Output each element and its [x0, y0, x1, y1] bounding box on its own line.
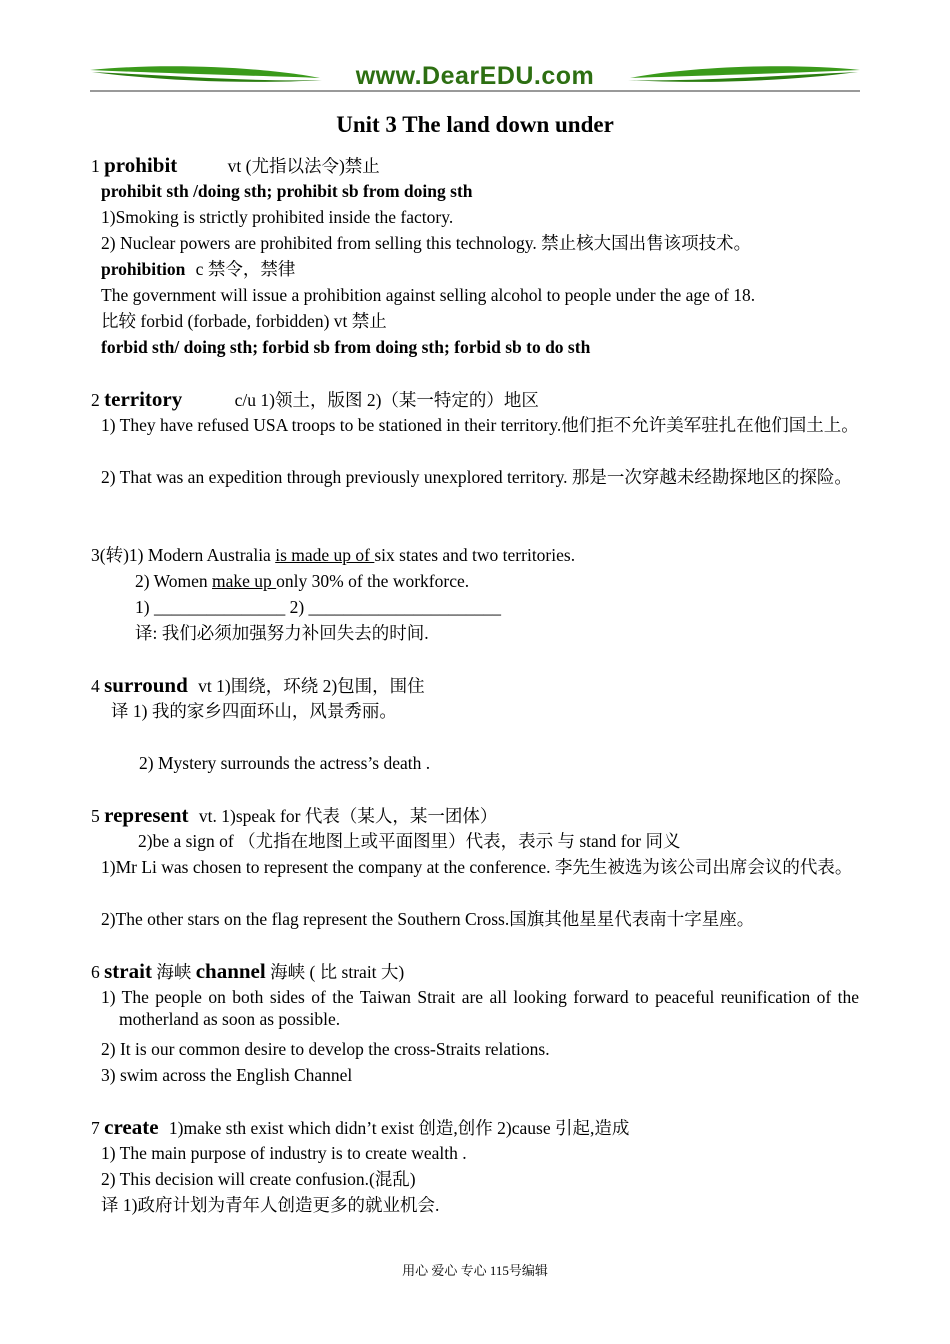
derived-word: prohibition: [101, 259, 186, 279]
underlined-phrase: make up: [212, 571, 277, 591]
entry-number: 4: [91, 676, 100, 696]
part-of-speech: 1)make sth exist which didn’t exist 创造,创作 2)cause 引起,造成: [168, 1118, 630, 1138]
entry-create-heading: [91, 1116, 629, 1139]
example-sentence: 2) Mystery surrounds the actress’s death .: [139, 753, 431, 773]
headword: represent: [104, 803, 189, 827]
entry-represent-heading: [91, 804, 497, 827]
definition: 海峡 ( 比 strait 大): [270, 962, 405, 982]
example-sentence: 2)The other stars on the flag represent the Southern Cross.国旗其他星星代表南十字星座。: [101, 909, 755, 929]
derived-definition: c 禁令，禁律: [195, 259, 296, 279]
entry-strait-heading: [91, 960, 404, 983]
entry-territory-heading: [91, 388, 539, 411]
example-sentence: 1)Smoking is strictly prohibited inside the factory.: [101, 207, 454, 227]
part-of-speech: c/u 1)领土，版图 2)（某一特定的）地区: [234, 390, 539, 410]
translation-task: 译 1) 我的家乡四面环山，风景秀丽。: [111, 701, 397, 721]
site-name: www.DearEDU.com: [355, 62, 595, 90]
entry-surround-heading: [91, 674, 425, 697]
entry-number: 7: [91, 1118, 100, 1138]
derived-noun: [101, 258, 295, 280]
translation-task: 译 1)政府计划为青年人创造更多的就业机会.: [101, 1195, 440, 1215]
phrase-lead: 2) Women: [135, 571, 213, 591]
phrase-rest: only 30% of the workforce.: [276, 571, 470, 591]
headword: create: [104, 1115, 159, 1139]
example-sentence: 1) The people on both sides of the Taiwan Strait are all looking forward to peaceful reunification of the motherland as soon as possible.: [101, 987, 859, 1029]
entry-number: 6: [91, 962, 100, 982]
definition: 2)be a sign of （尤指在地图上或平面图里）代表，表示 与 stand for 同义: [138, 831, 681, 851]
fill-in-blanks: 1) _______________ 2) ______________________: [135, 597, 502, 617]
example-sentence: 2) That was an expedition through previously unexplored territory. 那是一次穿越未经勘探地区的探险。: [101, 467, 852, 487]
underlined-phrase: is made up of: [275, 545, 375, 565]
headword: strait: [104, 959, 152, 983]
entry-prohibit-heading: [91, 154, 380, 177]
headword: surround: [104, 673, 188, 697]
usage-pattern: prohibit sth /doing sth; prohibit sb from doing sth: [101, 181, 473, 201]
headword: prohibit: [104, 153, 178, 177]
part-of-speech: vt. 1)speak for 代表（某人，某一团体）: [198, 806, 498, 826]
page-title: Unit 3 The land down under: [336, 112, 614, 137]
example-sentence: 3) swim across the English Channel: [101, 1065, 353, 1085]
headword: channel: [195, 959, 266, 983]
part-of-speech: vt (尤指以法令)禁止: [227, 156, 380, 176]
entry-number: 1: [91, 156, 100, 176]
example-sentence: 2) It is our common desire to develop the cross-Straits relations.: [101, 1039, 550, 1059]
site-header-banner: [90, 58, 860, 94]
example-sentence: 1)Mr Li was chosen to represent the company at the conference. 李先生被选为该公司出席会议的代表。: [101, 857, 853, 877]
example-sentence: 2) Nuclear powers are prohibited from selling this technology. 禁止核大国出售该项技术。: [101, 233, 752, 253]
entry-number: 2: [91, 390, 100, 410]
phrase-example-2: [135, 570, 469, 592]
translation-task: 译: 我们必须加强努力补回失去的时间.: [135, 623, 429, 643]
phrase-example-1: [91, 544, 575, 566]
example-sentence: The government will issue a prohibition against selling alcohol to people under the age of 18.: [101, 285, 756, 305]
part-of-speech: vt 1)围绕，环绕 2)包围，围住: [198, 676, 425, 696]
usage-pattern: forbid sth/ doing sth; forbid sb from doing sth; forbid sb to do sth: [101, 337, 591, 357]
example-sentence: 1) They have refused USA troops to be stationed in their territory.他们拒不允许美军驻扎在他们国土上。: [101, 415, 859, 435]
example-sentence: 1) The main purpose of industry is to create wealth .: [101, 1143, 467, 1163]
definition: 海峡: [156, 962, 192, 982]
phrase-lead: 3(转)1) Modern Australia: [91, 545, 276, 565]
entry-number: 5: [91, 806, 100, 826]
comparison-note: 比较 forbid (forbade, forbidden) vt 禁止: [101, 311, 387, 331]
page-footer: 用心 爱心 专心 115号编辑: [402, 1263, 548, 1278]
phrase-rest: six states and two territories.: [374, 545, 576, 565]
headword: territory: [104, 387, 183, 411]
example-sentence: 2) This decision will create confusion.(混乱): [101, 1169, 416, 1189]
